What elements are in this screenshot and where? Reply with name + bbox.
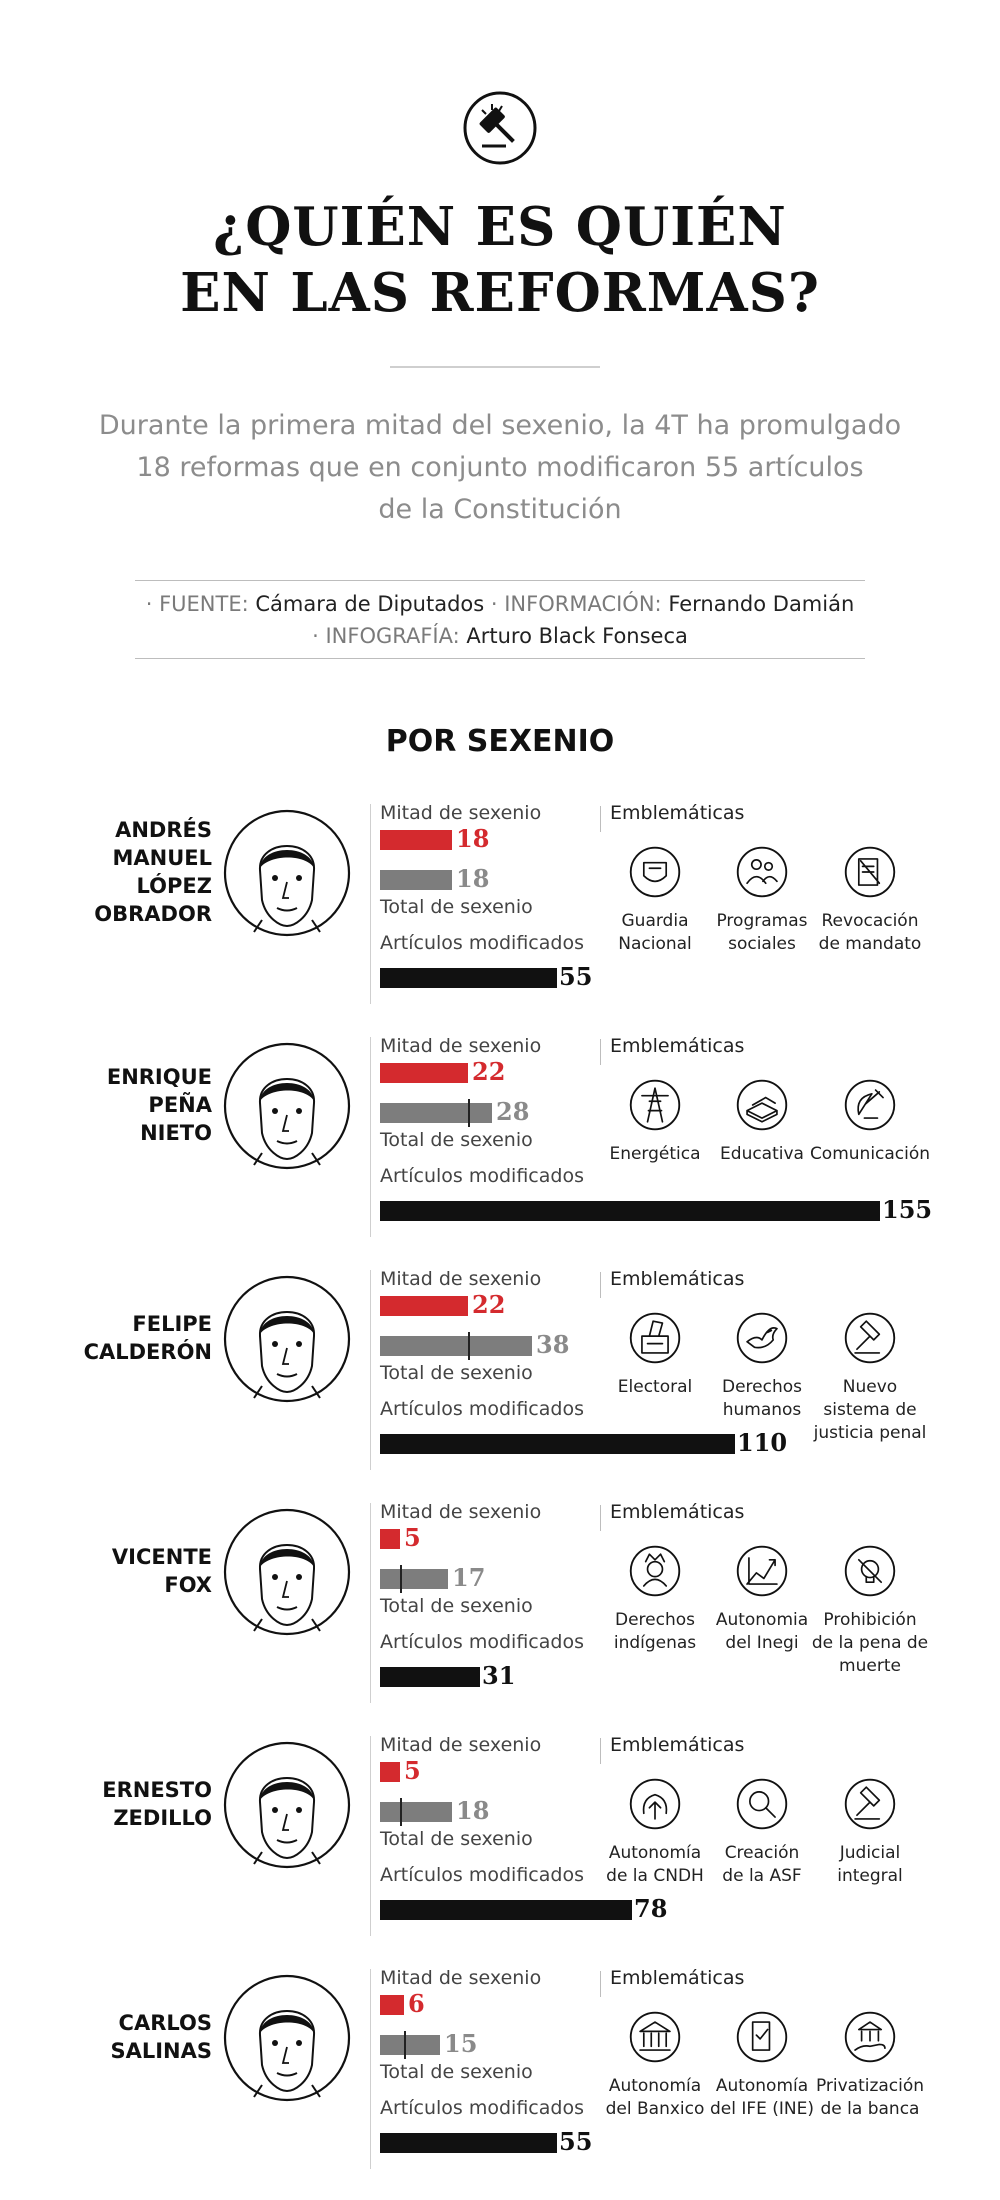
president-portrait-icon	[222, 1973, 352, 2103]
president-name-line: VICENTE	[111, 1545, 212, 1569]
articles-value: 155	[882, 1195, 933, 1224]
mid-term-tick	[404, 2031, 406, 2059]
title-divider	[390, 366, 600, 368]
half-term-bar	[380, 1529, 400, 1549]
bank-hand-icon	[842, 2009, 898, 2065]
block-guide-line	[370, 804, 371, 1004]
total-term-label: Total de sexenio	[380, 2061, 533, 2083]
mid-term-tick	[468, 1099, 470, 1127]
president-portrait-icon	[222, 1507, 352, 1637]
emblematic-reform-caption-line: Energética	[609, 1144, 701, 1164]
human-rights-icon	[627, 1776, 683, 1832]
total-term-value: 38	[536, 1330, 570, 1359]
president-name	[94, 816, 212, 928]
articles-value: 78	[634, 1894, 668, 1923]
total-term-bar	[380, 2035, 440, 2055]
president-name-line: LÓPEZ	[136, 874, 212, 898]
president-name-line: FELIPE	[132, 1312, 212, 1336]
emblematic-reform-caption-line: humanos	[722, 1400, 802, 1420]
president-name-line: CALDERÓN	[83, 1340, 212, 1364]
emblematic-reform-caption-line: Guardia	[621, 911, 689, 931]
half-term-label: Mitad de sexenio	[380, 1035, 542, 1057]
subtitle-line-3: de la Constitución	[378, 494, 622, 525]
block-guide-line	[370, 1270, 371, 1470]
block-guide-line	[370, 1037, 371, 1237]
subtitle-line-2: 18 reformas que en conjunto modificaron 55 artículos	[136, 452, 864, 483]
indigenous-person-icon	[627, 1543, 683, 1599]
emblematic-reform-caption-line: Electoral	[617, 1377, 693, 1397]
president-name-line: FOX	[164, 1573, 212, 1597]
emblematic-reform-caption-line: muerte	[839, 1656, 901, 1676]
emblematic-label: Emblemáticas	[610, 1035, 745, 1057]
emblematic-reform-caption-line: Autonomía	[715, 2076, 809, 2096]
emblematic-reform-caption	[805, 910, 935, 956]
total-term-label: Total de sexenio	[380, 1129, 533, 1151]
block-guide-line	[370, 1503, 371, 1703]
emblematic-reform-caption-line: Autonomia	[715, 1610, 809, 1630]
block-guide-line	[370, 1969, 371, 2169]
info-label: · INFORMACIÓN:	[490, 592, 662, 616]
graphic-label: · INFOGRAFÍA:	[312, 624, 460, 648]
emblematic-label: Emblemáticas	[610, 1967, 745, 1989]
half-term-bar	[380, 1995, 404, 2015]
president-portrait-icon	[222, 808, 352, 938]
emblematic-reform-caption	[805, 1609, 935, 1678]
total-term-value: 18	[456, 864, 490, 893]
president-name	[84, 1310, 212, 1366]
emblematic-label: Emblemáticas	[610, 802, 745, 824]
president-name	[102, 1776, 212, 1832]
emblematic-label: Emblemáticas	[610, 1501, 745, 1523]
articles-value: 55	[559, 2127, 593, 2156]
credits-top-rule	[135, 580, 865, 581]
subtitle-line-1: Durante la primera mitad del sexenio, la 4T ha promulgado	[98, 410, 902, 441]
articles-value: 55	[559, 962, 593, 991]
ballot-revoke-icon	[842, 844, 898, 900]
president-name-line: SALINAS	[110, 2039, 212, 2063]
emblematic-reform-caption-line: Privatización	[815, 2076, 925, 2096]
half-term-bar	[380, 1296, 468, 1316]
half-term-bar	[380, 1063, 468, 1083]
total-term-label: Total de sexenio	[380, 896, 533, 918]
emblematic-separator	[600, 1505, 601, 1531]
graphic-value: Arturo Black Fonseca	[466, 624, 688, 648]
guard-badge-icon	[627, 844, 683, 900]
half-term-label: Mitad de sexenio	[380, 802, 542, 824]
articles-label: Artículos modificados	[380, 932, 584, 954]
president-name-line: MANUEL	[112, 846, 212, 870]
emblematic-reform-caption-line: Derechos	[614, 1610, 695, 1630]
president-name-line: NIETO	[140, 1121, 212, 1145]
magnifier-icon	[734, 1776, 790, 1832]
power-tower-icon	[627, 1077, 683, 1133]
emblematic-reform-caption-line: Revocación	[821, 911, 919, 931]
page-title-line-2: EN LAS REFORMAS?	[180, 262, 820, 324]
mid-term-tick	[400, 1798, 402, 1826]
emblematic-reform-caption-line: sociales	[728, 934, 796, 954]
articles-bar	[380, 1667, 480, 1687]
emblematic-reform-caption-line: Judicial	[839, 1843, 901, 1863]
articles-bar	[380, 2133, 557, 2153]
president-name-line: CARLOS	[118, 2011, 212, 2035]
half-term-label: Mitad de sexenio	[380, 1268, 542, 1290]
articles-bar	[380, 1201, 880, 1221]
emblematic-reform-caption-line: integral	[837, 1866, 903, 1886]
emblematic-reform-caption-line: del Banxico	[605, 2099, 705, 2119]
gavel-icon	[842, 1310, 898, 1366]
emblematic-reform-caption-line: de la CNDH	[606, 1866, 704, 1886]
half-term-value: 22	[472, 1290, 506, 1319]
block-guide-line	[370, 1736, 371, 1936]
emblematic-reform-caption-line: Programas	[716, 911, 808, 931]
emblematic-label: Emblemáticas	[610, 1268, 745, 1290]
infographic-header	[0, 0, 1000, 700]
emblematic-reform-caption	[805, 2075, 935, 2121]
half-term-bar	[380, 1762, 400, 1782]
total-term-bar	[380, 1802, 452, 1822]
articles-label: Artículos modificados	[380, 1864, 584, 1886]
emblematic-reform-caption-line: de mandato	[818, 934, 922, 954]
emblematic-reform-caption-line: Prohibición	[823, 1610, 917, 1630]
president-name-line: PEÑA	[148, 1093, 212, 1117]
total-term-label: Total de sexenio	[380, 1595, 533, 1617]
gavel-icon	[842, 1776, 898, 1832]
growth-chart-icon	[734, 1543, 790, 1599]
emblematic-reform-caption-line: de la banca	[820, 2099, 920, 2119]
emblematic-reform-caption-line: Creación	[724, 1843, 800, 1863]
mid-term-tick	[468, 1332, 470, 1360]
emblematic-reform-caption-line: Autonomía	[608, 1843, 702, 1863]
emblematic-reform-caption-line: Comunicación	[809, 1144, 931, 1164]
emblematic-separator	[600, 1971, 601, 1997]
emblematic-reform-caption-line: sistema de	[823, 1400, 917, 1420]
president-name-line: ERNESTO	[102, 1778, 212, 1802]
half-term-value: 18	[456, 824, 490, 853]
emblematic-reform-caption-line: de la ASF	[722, 1866, 802, 1886]
total-term-bar	[380, 870, 452, 890]
president-name	[110, 2009, 212, 2065]
articles-label: Artículos modificados	[380, 1631, 584, 1653]
total-term-label: Total de sexenio	[380, 1828, 533, 1850]
source-label: · FUENTE:	[145, 592, 249, 616]
info-value: Fernando Damián	[668, 592, 855, 616]
total-term-value: 15	[444, 2029, 478, 2058]
president-portrait-icon	[222, 1274, 352, 1404]
articles-bar	[380, 1900, 632, 1920]
credits-line-1	[0, 592, 1000, 616]
articles-bar	[380, 968, 557, 988]
emblematic-reform-caption-line: del IFE (INE)	[709, 2099, 815, 2119]
source-value: Cámara de Diputados	[255, 592, 485, 616]
emblematic-label: Emblemáticas	[610, 1734, 745, 1756]
emblematic-reform-caption-line: indígenas	[613, 1633, 697, 1653]
president-name	[107, 1063, 212, 1147]
ballot-box-icon	[627, 1310, 683, 1366]
bank-icon	[627, 2009, 683, 2065]
emblematic-separator	[600, 1738, 601, 1764]
half-term-value: 22	[472, 1057, 506, 1086]
half-term-label: Mitad de sexenio	[380, 1734, 542, 1756]
emblematic-reform-caption-line: Derechos	[721, 1377, 802, 1397]
articles-bar	[380, 1434, 735, 1454]
half-term-label: Mitad de sexenio	[380, 1967, 542, 1989]
articles-value: 110	[737, 1428, 788, 1457]
half-term-value: 5	[404, 1756, 421, 1785]
mid-term-tick	[400, 1565, 402, 1593]
total-term-value: 17	[452, 1563, 486, 1592]
president-portrait-icon	[222, 1740, 352, 1870]
page-title-line-1: ¿QUIÉN ES QUIÉN	[213, 196, 787, 258]
total-term-value: 28	[496, 1097, 530, 1126]
half-term-label: Mitad de sexenio	[380, 1501, 542, 1523]
gavel-icon	[462, 90, 538, 166]
articles-value: 31	[482, 1661, 516, 1690]
president-name-line: OBRADOR	[94, 902, 212, 926]
satellite-dish-icon	[842, 1077, 898, 1133]
emblematic-reform-caption	[805, 1143, 935, 1166]
emblematic-reform-caption-line: Nacional	[618, 934, 692, 954]
ballot-vote-icon	[734, 2009, 790, 2065]
total-term-bar	[380, 1103, 492, 1123]
emblematic-reform-caption-line: Educativa	[720, 1144, 804, 1164]
credits-bottom-rule	[135, 658, 865, 659]
emblematic-reform-caption-line: Autonomía	[608, 2076, 702, 2096]
total-term-label: Total de sexenio	[380, 1362, 533, 1384]
emblematic-reform-caption-line: del Inegi	[725, 1633, 799, 1653]
dove-icon	[734, 1310, 790, 1366]
president-name	[112, 1543, 212, 1599]
president-name-line: ZEDILLO	[113, 1806, 212, 1830]
emblematic-reform-caption-line: de la pena de	[811, 1633, 929, 1653]
chart-title: POR SEXENIO	[385, 724, 615, 759]
total-term-value: 18	[456, 1796, 490, 1825]
president-name-line: ENRIQUE	[106, 1065, 212, 1089]
emblematic-reform-caption-line: Nuevo	[842, 1377, 898, 1397]
total-term-bar	[380, 1569, 448, 1589]
emblematic-reform-caption	[805, 1376, 935, 1445]
books-icon	[734, 1077, 790, 1133]
emblematic-separator	[600, 806, 601, 832]
credits-line-2	[0, 624, 1000, 648]
emblematic-separator	[600, 1039, 601, 1065]
president-portrait-icon	[222, 1041, 352, 1171]
half-term-bar	[380, 830, 452, 850]
prohibited-skull-icon	[842, 1543, 898, 1599]
articles-label: Artículos modificados	[380, 1165, 584, 1187]
president-name-line: ANDRÉS	[115, 818, 212, 842]
articles-label: Artículos modificados	[380, 1398, 584, 1420]
half-term-value: 5	[404, 1523, 421, 1552]
emblematic-separator	[600, 1272, 601, 1298]
articles-label: Artículos modificados	[380, 2097, 584, 2119]
half-term-value: 6	[408, 1989, 425, 2018]
emblematic-reform-caption-line: justicia penal	[813, 1423, 927, 1443]
emblematic-reform-caption	[805, 1842, 935, 1888]
people-group-icon	[734, 844, 790, 900]
total-term-bar	[380, 1336, 532, 1356]
